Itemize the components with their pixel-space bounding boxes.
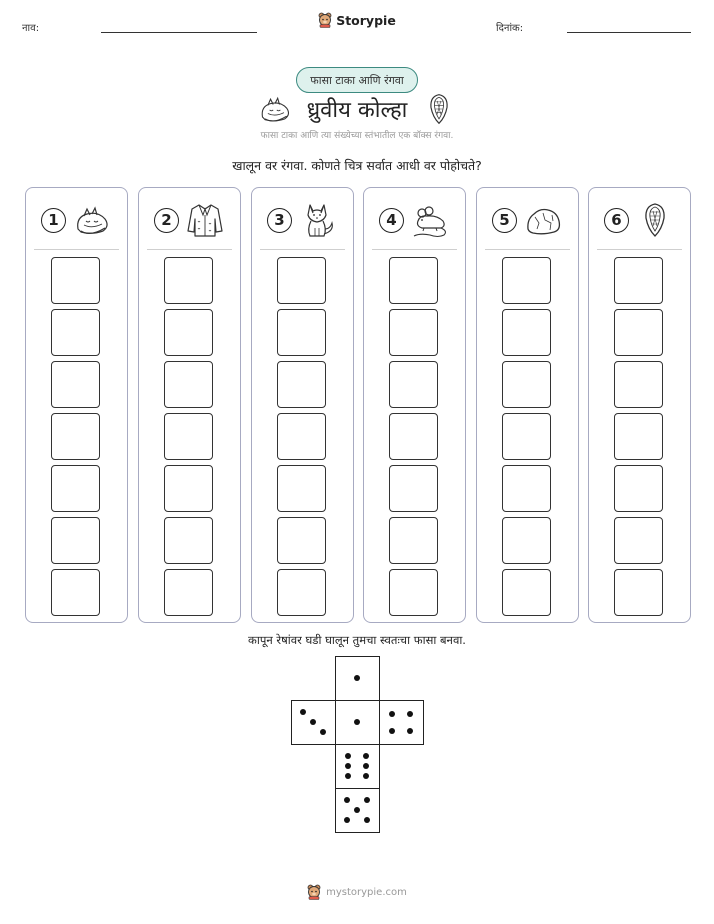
column-3 (251, 187, 354, 623)
column-2 (138, 187, 241, 623)
color-box[interactable] (51, 465, 100, 512)
pip (407, 711, 413, 717)
color-box[interactable] (277, 413, 326, 460)
color-box[interactable] (164, 569, 213, 616)
color-box[interactable] (51, 517, 100, 564)
sleeping-fox-icon (72, 201, 112, 239)
column-3-header (252, 198, 353, 242)
color-box[interactable] (277, 517, 326, 564)
color-box[interactable] (502, 465, 551, 512)
color-box[interactable] (389, 309, 438, 356)
color-box[interactable] (51, 569, 100, 616)
die-face-top (335, 656, 380, 701)
name-line (101, 32, 257, 33)
subtitle: फासा टाका आणि त्या संख्येच्या स्तंभातील एक बॉक्स रंगवा. (260, 131, 454, 141)
die-face-bottom (335, 788, 380, 833)
color-box[interactable] (389, 361, 438, 408)
column-4 (363, 187, 466, 623)
column-1 (25, 187, 128, 623)
footer (0, 884, 714, 900)
color-box[interactable] (502, 517, 551, 564)
pip (363, 753, 369, 759)
cut-instruction: कापून रेषांवर घडी घालून तुमचा स्वतःचा फासा बनवा. (248, 633, 466, 647)
pip (354, 675, 360, 681)
color-box[interactable] (277, 465, 326, 512)
color-box[interactable] (277, 309, 326, 356)
color-box[interactable] (164, 517, 213, 564)
storypie-bear-icon (307, 884, 321, 900)
die-face-center (335, 700, 380, 745)
die-face-lower (335, 744, 380, 789)
color-box[interactable] (614, 517, 663, 564)
color-box[interactable] (389, 569, 438, 616)
column-2-number: 2 (154, 208, 179, 233)
column-3-number: 3 (267, 208, 292, 233)
snowshoe-icon (635, 201, 675, 239)
page-title: ध्रुवीय कोल्हा (306, 98, 408, 123)
color-box[interactable] (614, 361, 663, 408)
sitting-fox-icon (298, 201, 338, 239)
activity-pill-text: फासा टाका आणि रंगवा (310, 73, 404, 87)
color-box[interactable] (164, 361, 213, 408)
color-box[interactable] (502, 361, 551, 408)
color-box[interactable] (277, 257, 326, 304)
column-5 (476, 187, 579, 623)
date-line (567, 32, 691, 33)
column-divider (260, 249, 345, 250)
pip (345, 773, 351, 779)
color-box[interactable] (51, 257, 100, 304)
column-1-number: 1 (41, 208, 66, 233)
brand-logo (0, 12, 714, 28)
column-divider (372, 249, 457, 250)
color-box[interactable] (51, 309, 100, 356)
sleeping-fox-icon (257, 92, 293, 126)
name-label: नाव: (22, 23, 40, 34)
column-divider (147, 249, 232, 250)
color-box[interactable] (389, 413, 438, 460)
instruction: खालून वर रंगवा. कोणते चित्र सर्वात आधी वर पोहोचते? (232, 158, 482, 173)
color-box[interactable] (614, 465, 663, 512)
pip (310, 719, 316, 725)
column-1-header (26, 198, 127, 242)
pip (354, 807, 360, 813)
die-face-right (379, 700, 424, 745)
color-box[interactable] (614, 257, 663, 304)
pip (363, 773, 369, 779)
column-divider (34, 249, 119, 250)
pip (389, 711, 395, 717)
color-box[interactable] (164, 465, 213, 512)
date-label: दिनांक: (496, 23, 524, 34)
color-box[interactable] (389, 257, 438, 304)
column-6 (588, 187, 691, 623)
color-box[interactable] (51, 413, 100, 460)
column-divider (597, 249, 682, 250)
pip (344, 817, 350, 823)
pip (389, 728, 395, 734)
pip (320, 729, 326, 735)
color-box[interactable] (502, 309, 551, 356)
mouse-icon (410, 201, 450, 239)
color-box[interactable] (389, 517, 438, 564)
color-box[interactable] (389, 465, 438, 512)
pip (364, 797, 370, 803)
color-box[interactable] (277, 361, 326, 408)
color-box[interactable] (164, 309, 213, 356)
storypie-bear-icon (318, 12, 332, 28)
color-box[interactable] (164, 257, 213, 304)
color-box[interactable] (164, 413, 213, 460)
brand-name: Storypie (336, 12, 396, 28)
color-box[interactable] (502, 413, 551, 460)
pip (344, 797, 350, 803)
rock-icon (523, 201, 563, 239)
pip (364, 817, 370, 823)
color-box[interactable] (51, 361, 100, 408)
column-5-header (477, 198, 578, 242)
pip (354, 719, 360, 725)
column-6-number: 6 (604, 208, 629, 233)
column-4-number: 4 (379, 208, 404, 233)
column-6-header (589, 198, 690, 242)
column-2-header (139, 198, 240, 242)
fur-coat-icon (185, 201, 225, 239)
column-divider (485, 249, 570, 250)
pip (345, 753, 351, 759)
color-box[interactable] (277, 569, 326, 616)
title-row (0, 92, 714, 126)
footer-url: mystorypie.com (326, 886, 407, 898)
pip (345, 763, 351, 769)
color-box[interactable] (614, 569, 663, 616)
column-4-header (364, 198, 465, 242)
snowshoe-icon (421, 92, 457, 126)
die-face-left (291, 700, 336, 745)
pip (300, 709, 306, 715)
column-5-number: 5 (492, 208, 517, 233)
activity-pill (296, 67, 418, 93)
color-box[interactable] (502, 569, 551, 616)
color-box[interactable] (502, 257, 551, 304)
pip (407, 728, 413, 734)
color-box[interactable] (614, 309, 663, 356)
color-box[interactable] (614, 413, 663, 460)
pip (363, 763, 369, 769)
